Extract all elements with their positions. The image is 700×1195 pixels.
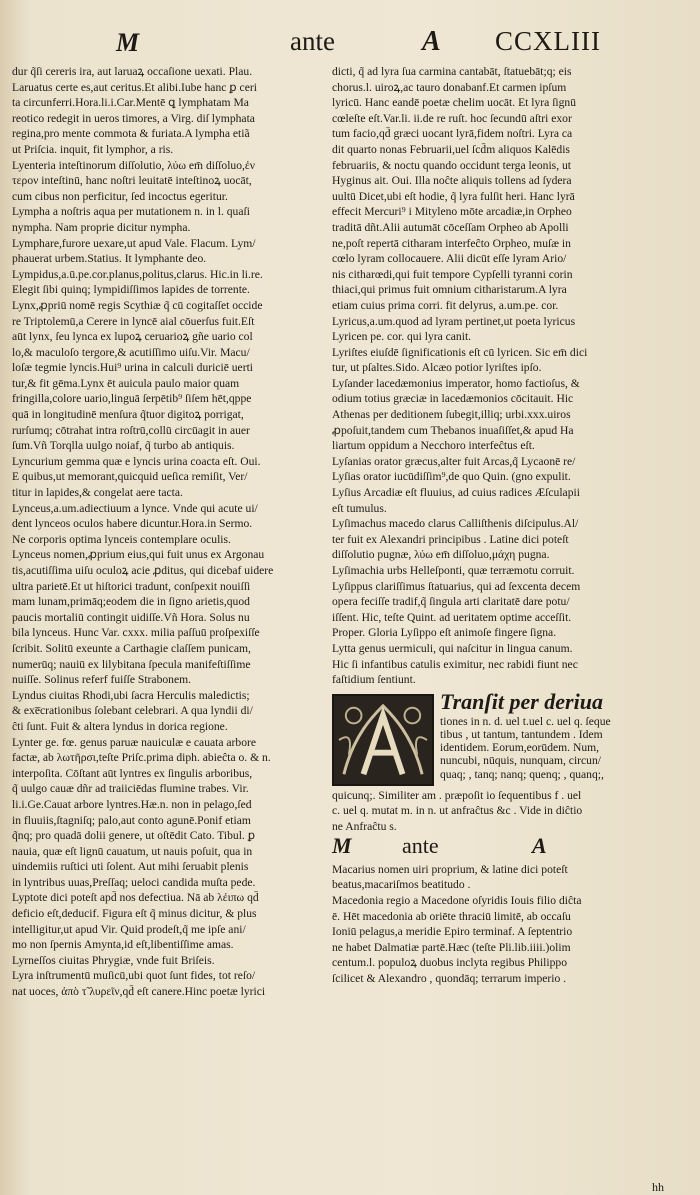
transition-block: [332, 688, 680, 834]
text-line: Athenas per deditionem ſubegit,illiq; urbi.xxx.uiros: [332, 408, 571, 422]
text-line: centum.l. populoꝝ duobus inclyta regibus Philippo: [332, 956, 568, 970]
text-line: quā in longitudinē menſura q̃tuor digitoꝝ porrigat,: [12, 408, 244, 422]
section-word: ante: [402, 832, 439, 858]
right-column-text-bottom: [332, 862, 680, 987]
text-line: Lyriſtes eiuſdē ſignificationis eſt cū lyricen. Sic em̄ dici: [332, 345, 588, 359]
text-line: opera feciſſe tradif,q̃ ſingula arti claritatē dare potu/: [332, 595, 570, 609]
text-line: Lympidus,a.ū.pe.cor.planus,politus,clarus. Hic.in li.re.: [12, 267, 263, 281]
signature-mark: hh: [652, 1180, 664, 1194]
text-line: in fluuiis,ſtagniſq; palo,aut conto agunē.Ponif etiam: [12, 813, 251, 827]
header-word: ante: [290, 26, 335, 56]
header-letter-right: A: [422, 26, 441, 57]
text-line: Hic ſi infantibus catulis eximitur, nec rabidi fiunt nec: [332, 657, 578, 671]
text-line: ĉti ſunt. Fuit & altera lyndus in dorica regione.: [12, 719, 228, 733]
text-line: Lynceus nomen,ꝓprium eius,qui fuit unus ex Argonau: [12, 548, 265, 562]
right-column: [332, 64, 680, 987]
section-letter-right: A: [532, 832, 547, 858]
woodcut-initial-image: [332, 694, 434, 786]
text-line: ꝓpoſuit,tandem cum Thebanos inuaſiſſet,& apud Ha: [332, 423, 574, 437]
text-line: faſtidium ſentiunt.: [332, 673, 416, 687]
text-line: Lyſander lacedæmonius imperator, homo factioſus, &: [332, 376, 580, 390]
text-line: Lyra inſtrumentū muſicū,ubi quot ſunt fides, tot reſo/: [12, 969, 256, 983]
text-line: dit quarto nonas Februarii,uel ſcd̄m aliquos Kalēdis: [332, 142, 570, 156]
text-line: Lyptote dici poteſt apd̄ nos defectiua. Nā ab λέιπω qd̄: [12, 891, 259, 905]
section-letter-left: M: [332, 832, 352, 858]
text-line: E quibus,ut memorant,quicquid ueſica remiſit, Ver/: [12, 470, 248, 484]
transition-line: nuncubi, nūquis, nunquam, circun/: [440, 754, 601, 768]
text-line: Lytta genus uermiculi, qui naſcitur in lingua canum.: [332, 641, 573, 655]
text-line: re Triptolemū,a Cerere in lyncē aial cōuerſus fuit.Eſt: [12, 314, 255, 328]
text-line: traditā dñt.Alii autumāt cōceſſam Orpheo ab Apolli: [332, 220, 569, 234]
text-line: in lyntribus uuas,Preſſaq; ueloci candida muſta pede.: [12, 875, 256, 889]
text-line: eſt tumulus.: [332, 501, 387, 515]
text-line: q̃nq; pro quadā dolii genere, ut oſtēdit Cato. Tibul. ꝑ: [12, 829, 256, 843]
text-line: q̃ uulgo cauæ dñr ad traiiciēdas flumine trabes. Vir.: [12, 782, 249, 796]
text-line: regina,pro mente commota & furiata.A lympha etiã: [12, 127, 250, 141]
left-column-text: [12, 64, 324, 1000]
text-line: interpoſita. Cōſtant aūt lyntres ex ſingulis arboribus,: [12, 766, 253, 780]
text-line: Proper. Gloria Lyſippo eſt animoſe fingere ſigna.: [332, 626, 557, 640]
text-line: Lyricen pe. cor. qui lyra canit.: [332, 330, 472, 344]
text-line: diſſolutio pugnæ, λύω em̄ diſſoluo,μάχη pugna.: [332, 548, 550, 562]
text-line: intelligitur,ut apud Vir. Quid prodeſt,q̃ me ipſe ani/: [12, 922, 246, 936]
text-line: ter fuit ex Alexandri principibus . Latine dici poteſt: [332, 532, 569, 546]
text-line: Laruatus certe es,aut ceritus.Et alibi.Iube hanc ꝑ ceri: [12, 80, 257, 94]
transition-line: quicunq;. Similiter am . præpoſit io ſequentibus f . uel: [332, 788, 582, 802]
text-line: phauerat urbem.Statius. It lymphante deo.: [12, 252, 207, 266]
text-line: Lyncurium gemma quæ e lyncis urina coacta eſt. Oui.: [12, 454, 261, 468]
transition-line: tibus , ut tantum, tantundem . Idem: [440, 727, 603, 741]
text-line: nis citharœdi,qui fuit tempore Cypſelli tyranni corin: [332, 267, 573, 281]
text-line: & exe̅crationibus ſolebant celebrari. A qua lyndii di/: [12, 704, 253, 718]
text-line: Lyſanias orator græcus,alter fuit Arcas,q̃ Lycaonē re/: [332, 454, 576, 468]
text-line: chorus.l. uiroꝝ,ac tauro donabanf.Et carmen ipſum: [332, 80, 567, 94]
text-line: ut Priſcia. inquit, fit lymphor, a ris.: [12, 142, 174, 156]
text-line: ſcribit. Solitū exeunte a Carthagie claſſem punicam,: [12, 641, 251, 655]
transition-line: ne Anfraĉtu s.: [332, 819, 397, 833]
text-line: ultra parietē.Et ut hiſtorici tradunt, conſpexit nouiſſi: [12, 579, 251, 593]
text-line: Ne corporis optima lynceis contemplare oculis.: [12, 532, 231, 546]
text-line: ne,poſt repertā citharam interfeĉto Orpheo, muſæ in: [332, 236, 571, 250]
text-line: Lynter ge. fœ. genus paruæ nauiculæ e cauata arbore: [12, 735, 257, 749]
text-line: Lyſius Arcadiæ eſt fluuius, ad cuius radices Æſculapii: [332, 486, 580, 500]
left-column: [12, 64, 324, 1000]
transition-heading: Tranſit per deriua: [440, 688, 603, 714]
text-line: Lyrneſſos ciuitas Phrygiæ, vnde fuit Briſeis.: [12, 953, 215, 967]
text-line: effecit Mercuri⁹ i Mityleno mōte arcadiæ,in Orpheo: [332, 205, 572, 219]
text-line: liartum oppidum a Necchoro interfeĉtus eſt.: [332, 439, 535, 453]
text-line: Lynx,ꝓpriū nomē regis Scythiæ q̃ cū cogitaſſet occide: [12, 298, 263, 312]
text-line: Lyndus ciuitas Rhodi,ubi ſacra Herculis maledictis;: [12, 688, 250, 702]
text-line: loſæ tegmie lyncis.Hui⁹ urina in calculi duriciē uerti: [12, 361, 254, 375]
text-line: Lymphare,furore uexare,ut apud Vale. Flacum. Lym/: [12, 236, 256, 250]
text-line: mam lunam,primāq;eodem die in ſigno arietis,quod: [12, 595, 250, 609]
text-line: dent lynceos oculos habere dicuntur.Hora.in Sermo.: [12, 517, 253, 531]
text-line: iſſent. Hic, teſte Quint. ad ueritatem optime acceſſit.: [332, 610, 572, 624]
transition-line: c. uel q. mutat m. in n. ut anfraĉtus &c . Vide in diĉtio: [332, 804, 583, 818]
text-line: Lyſippus clariſſimus ſtatuarius, qui ad ſexcenta decem: [332, 579, 581, 593]
text-line: Macarius nomen uiri proprium, & latine dici poteſt: [332, 862, 568, 876]
ornament-icon: [334, 696, 432, 784]
text-line: nuiſſe. Solinus referf fuiſſe Strabonem.: [12, 673, 192, 687]
text-line: thiaci,qui primus fuit omnium citharistarum.A lyra: [332, 283, 567, 297]
text-line: aūt lynx, ſeu lynca ex lupoꝝ ceruarioꝝ gñe uario col: [12, 330, 253, 344]
text-line: ē. Hēt macedonia ab oriēte thraciū limitē, ab occaſu: [332, 909, 571, 923]
text-line: fringilla,colore uario,linguā ſerpētib⁹ ſiſem hēt,qppe: [12, 392, 252, 406]
folio-number: CCXLIII: [495, 26, 601, 56]
text-line: nat uoces, ἀπὸ τ̃ λυρεῖν,qd̄ eſt canere.Hinc poetæ lyrici: [12, 985, 266, 999]
text-line: februariis, & noctu quando occidunt terga leonis, ut: [332, 158, 572, 172]
text-line: deficio eſt,deducif. Figura eſt q̃ minus dicitur, & plus: [12, 907, 257, 921]
text-line: Lympha a noſtris aqua per mutationem n. in l. quaſi: [12, 205, 250, 219]
text-line: ne habet Dalmatiæ partē.Hæc (teſte Pli.lib.iiii.)olim: [332, 940, 571, 954]
text-line: nauia, quæ eſt lignū cauatum, ut nauis poſuit, qua in: [12, 844, 253, 858]
text-line: dicti, q̃ ad lyra ſua carmina cantabāt, ſtatuebāt;q; eis: [332, 65, 572, 78]
text-line: tur, ut pſaltes.Sido. Alcæo potior lyriſtes ipſo.: [332, 361, 542, 375]
transition-line: quaq; , tanq; nanq; quenq; , quanq;,: [440, 767, 604, 781]
text-line: Lyſimachia urbs Helleſponti, quæ terræmotu corruit.: [332, 564, 575, 577]
right-column-text-top: [332, 64, 680, 688]
text-line: Lynceus,a.um.adiectiuum a lynce. Vnde qui acute ui/: [12, 501, 258, 515]
text-line: τερον inteſtinū, hanc noſtri leuitatē inteſtinoꝝ uocāt,: [12, 174, 252, 188]
section-heading: [332, 832, 680, 862]
text-line: mo non ſpernis Amynta,id eſt,libentiſſime amas.: [12, 938, 234, 952]
text-line: numerūq; nauiū ex lilybitana ſpecula manifeſtiſſime: [12, 657, 251, 671]
text-line: lo,& maculoſo tergore,& acutiſſimo uiſu.Vir. Macu/: [12, 345, 250, 359]
text-line: Elegit ſibi quinq; lympidiſſimos lapides de torrente.: [12, 283, 250, 297]
text-line: tum facio,qd̄ græci uocant lyrā,fidem noſtri. Lyra ca: [332, 127, 573, 141]
text-line: cœlo lyram collocauere. Alii dicūt eſſe lyram Ario/: [332, 252, 567, 266]
running-header: [110, 26, 680, 60]
text-line: Ioniū pelagus,a meridie Epiro terminaf. A ſeptentrio: [332, 925, 573, 939]
text-line: ta circunferri.Hora.li.i.Car.Mentē ꝗ lymphatam Ma: [12, 96, 249, 110]
text-line: tis,acutiſſima uiſu oculoꝝ acie ꝓditus, qui dicebaf uidere: [12, 564, 274, 577]
text-line: uultū Dicet,ubi eſt hodie, q̃ lyra fulſit heri. Hanc lyrā: [332, 189, 575, 203]
text-line: bila lynceus. Hunc Var. cxxx. milia paſſuū proſpexiſſe: [12, 626, 260, 640]
transition-line: tiones in n. d. uel t.uel c. uel q. ſeque: [440, 714, 611, 728]
text-line: beatus,macariſmos beatitudo .: [332, 878, 471, 892]
text-line: titur in lapides,& congelat aere tacta.: [12, 486, 183, 500]
text-line: Hyginus ait. Oui. Illa noĉte aliquis tollens ad ſydera: [332, 174, 572, 188]
text-line: rurſumq; cōtrahat intra roſtrū,collū circūagit in auer: [12, 423, 250, 437]
text-line: uindemiis ruſtici uti ſolent. Aut mihi ſeruabit plenis: [12, 860, 249, 874]
text-line: odium totius græciæ in lacedæmonios cōcitauit. Hic: [332, 392, 574, 406]
text-line: li.i.Ge.Cauat arbore lyntres.Hæ.n. non in pelago,ſed: [12, 797, 252, 811]
text-line: Macedonia regio a Macedone oſyridis Iouis filio diĉta: [332, 893, 582, 907]
text-line: reotico redegit in ueros timores, a Virg. diſ lymphata: [12, 111, 255, 125]
text-line: cœleſte eſt.Var.li. ii.de re ruſt. hoc ſecundū aſtri exor: [332, 111, 572, 125]
text-line: ſum.Vñ Torqlla uulgo noiaf, q̃ turbo ab antiquis.: [12, 439, 235, 453]
text-line: Lyenteria inteſtinorum diſſolutio, λύω em̄ diſſoluo,ἐν: [12, 158, 256, 172]
text-line: lyricū. Hanc eandē poetæ chelim uocāt. Et lyra ſignū: [332, 96, 577, 110]
text-line: cum cibus non perficitur, ſed incoctus egeritur.: [12, 189, 228, 203]
text-line: Lyſimachus macedo clarus Calliſthenis diſcipulus.Al/: [332, 517, 579, 531]
text-line: tur,& fit gēma.Lynx ēt auicula paulo maior quam: [12, 376, 240, 390]
text-line: Lyſias orator iucūdiſſim⁹,de quo Quin. (gno expulit.: [332, 470, 571, 484]
text-line: dur q̃ſi cereris ira, aut laruaꝝ occaſione uexati. Plau.: [12, 65, 253, 78]
transition-line: identidem. Eorum,eorūdem. Num,: [440, 741, 600, 755]
text-line: ſcilicet & Alexandro , quondāq; terrarum imperio .: [332, 971, 567, 985]
header-letter-left: M: [116, 28, 140, 57]
text-line: etiam cuius prima corri. fit delyrus, a.um.pe. cor.: [332, 298, 559, 312]
text-line: paucis mortaliū contingit uidiſſe.Vñ Hora. Solus nu: [12, 610, 250, 624]
text-line: factæ, ab λωτῆρσι,teſte Priſc.prima diph. abieĉta o. & n.: [12, 751, 271, 765]
text-line: Lyricus,a.um.quod ad lyram pertinet,ut poeta lyricus: [332, 314, 576, 328]
text-line: nympha. Nam proprie dicitur nympha.: [12, 220, 191, 234]
